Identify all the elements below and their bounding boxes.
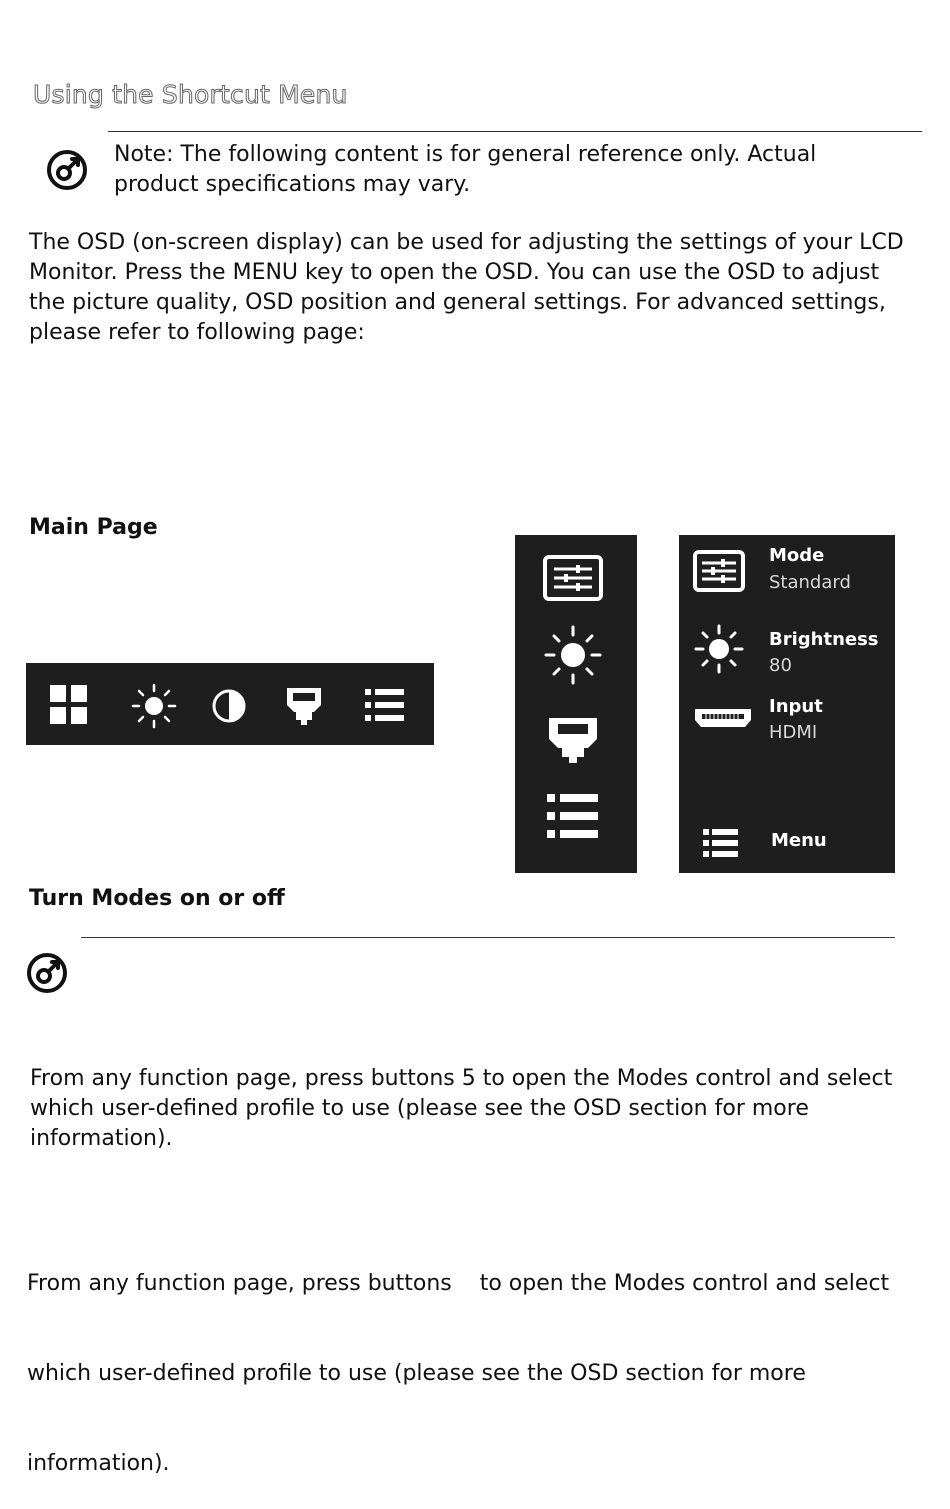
intro-line-4: please refer to following page: <box>29 320 365 345</box>
input-icon[interactable] <box>283 685 325 727</box>
side-input-icon[interactable] <box>545 715 601 765</box>
intro-line-2: Monitor. Press the MENU key to open the OSD. You can use the OSD to adjust <box>29 260 880 285</box>
osd-brightness-icon <box>693 623 745 675</box>
brightness-icon[interactable] <box>130 682 178 730</box>
modes-icon[interactable] <box>50 685 88 725</box>
modes-note-rule <box>81 937 895 938</box>
modes-p2-line-2: which user-defined profile to use (please see the OSD section for more <box>27 1361 806 1386</box>
modes-note-icon <box>25 951 69 995</box>
side-menu-icon[interactable] <box>547 794 599 840</box>
modes-p1-line-2: which user-defined profile to use (please see the OSD section for more <box>30 1096 809 1121</box>
section-title: Using the Shortcut Menu <box>33 80 348 109</box>
main-page-heading: Main Page <box>29 515 158 540</box>
osd-mode-label[interactable]: Mode <box>769 545 825 566</box>
osd-mode-icon <box>693 550 745 592</box>
note-icon <box>45 148 89 192</box>
modes-paragraph-1 <box>30 1064 935 1154</box>
osd-icon-column <box>515 535 637 873</box>
intro-line-1: The OSD (on-screen display) can be used for adjusting the settings of your LCD <box>29 230 904 255</box>
modes-p2-line-1: From any function page, press buttons to open the Modes control and select <box>27 1271 890 1296</box>
osd-panel <box>679 535 895 873</box>
osd-input-value: HDMI <box>769 722 818 743</box>
modes-p2-line-3: information). <box>27 1451 170 1476</box>
osd-mode-value: Standard <box>769 572 851 593</box>
note-top-rule <box>108 131 922 132</box>
modes-p1-line-1: From any function page, press buttons 5 to open the Modes control and select <box>30 1066 893 1091</box>
mode-icon[interactable] <box>543 555 603 601</box>
osd-menu-icon <box>703 829 739 857</box>
note-text <box>114 140 904 200</box>
modes-p1-line-3: information). <box>30 1126 173 1151</box>
note-line-2: product specifications may vary. <box>114 172 471 197</box>
osd-brightness-label[interactable]: Brightness <box>769 629 879 650</box>
osd-menu-label[interactable]: Menu <box>771 830 827 851</box>
osd-brightness-value: 80 <box>769 655 792 676</box>
hdmi-icon <box>693 706 753 730</box>
modes-heading: Turn Modes on or off <box>29 886 285 911</box>
menu-icon[interactable] <box>365 689 405 723</box>
side-brightness-icon[interactable] <box>543 624 603 686</box>
note-line-1: Note: The following content is for general reference only. Actual <box>114 142 817 167</box>
contrast-icon[interactable] <box>211 688 247 724</box>
shortcut-bar <box>26 663 434 745</box>
intro-line-3: the picture quality, OSD position and general settings. For advanced settings, <box>29 290 886 315</box>
osd-input-label[interactable]: Input <box>769 696 823 717</box>
intro-paragraph <box>29 228 929 348</box>
modes-paragraph-2 <box>27 1209 932 1509</box>
